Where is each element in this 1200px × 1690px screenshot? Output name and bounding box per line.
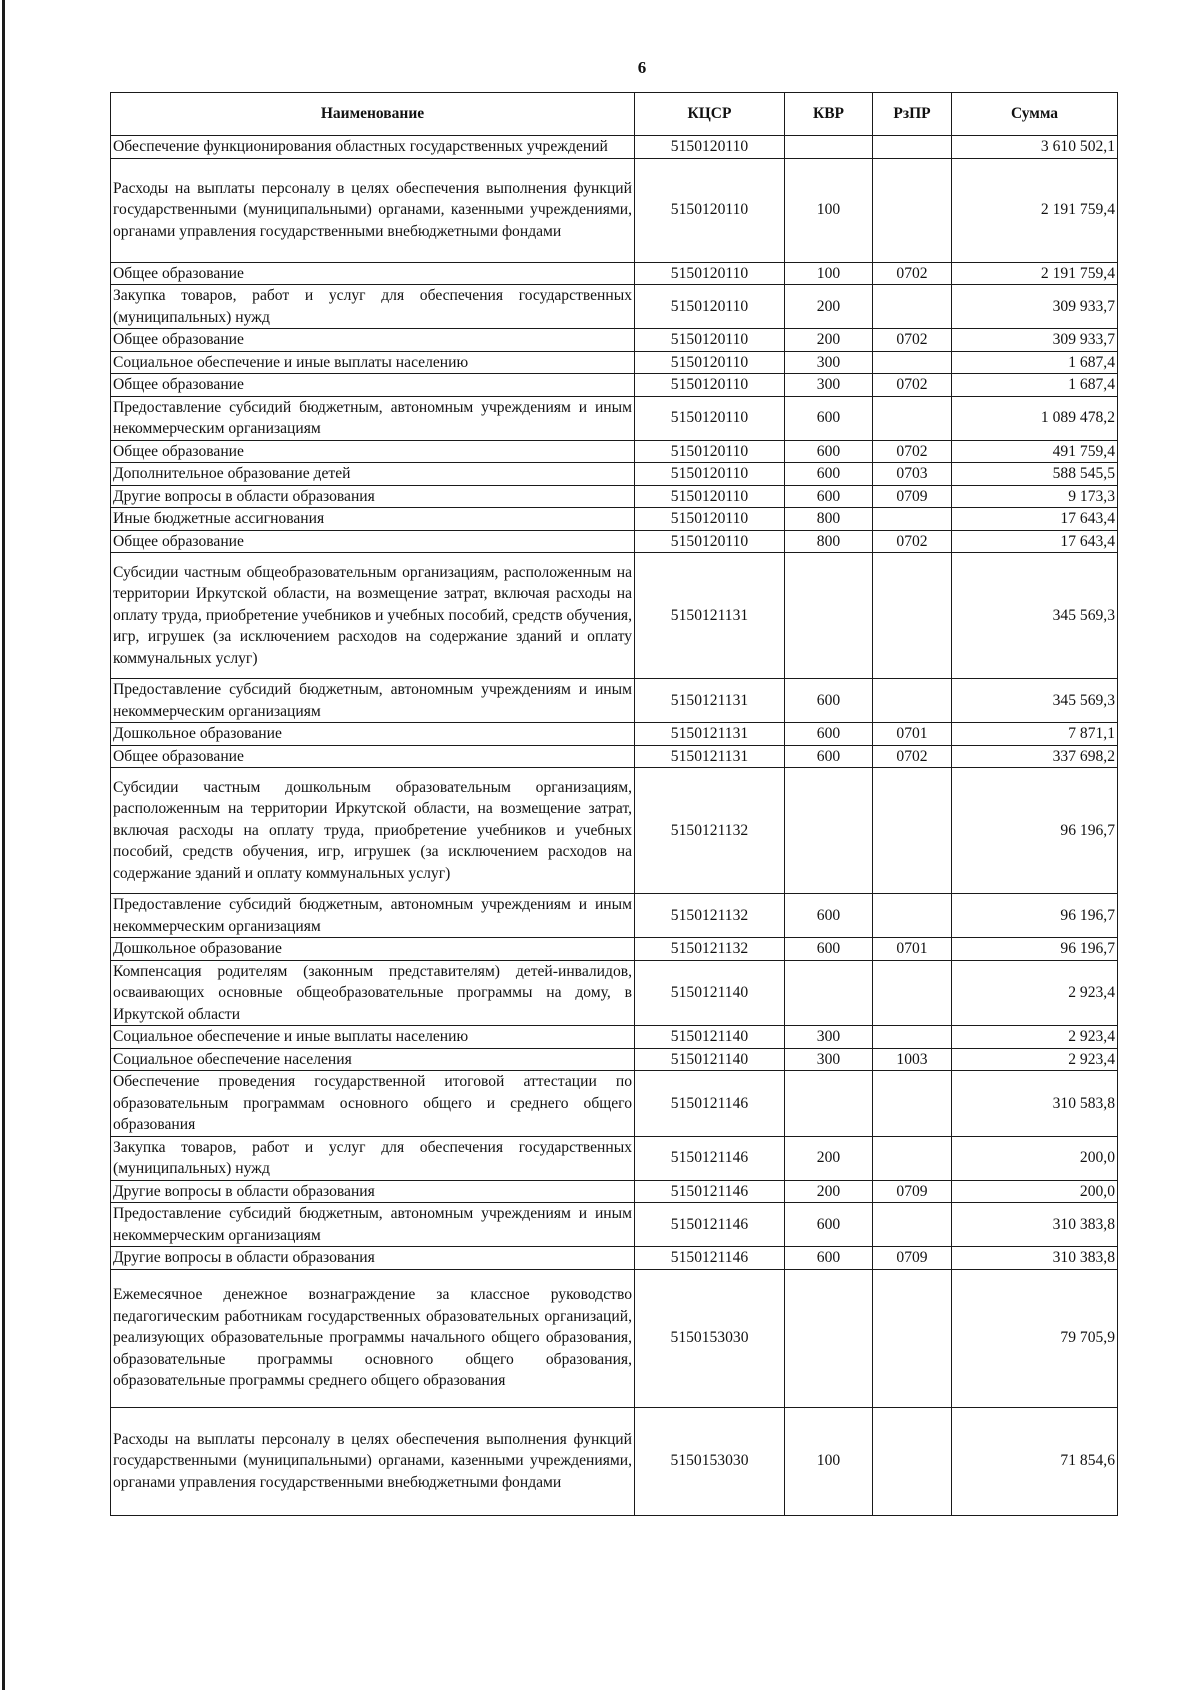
row-name: Общее образование bbox=[111, 374, 635, 397]
row-kvr: 200 bbox=[785, 1180, 873, 1203]
row-rzpr: 0702 bbox=[873, 262, 952, 285]
row-sum: 491 759,4 bbox=[952, 440, 1118, 463]
row-rzpr: 0702 bbox=[873, 440, 952, 463]
row-sum: 79 705,9 bbox=[952, 1269, 1118, 1407]
row-rzpr bbox=[873, 1269, 952, 1407]
row-rzpr bbox=[873, 1407, 952, 1515]
row-rzpr bbox=[873, 553, 952, 679]
row-kcsr: 5150120110 bbox=[635, 262, 785, 285]
table-row bbox=[111, 745, 1118, 768]
row-kcsr: 5150120110 bbox=[635, 508, 785, 531]
table-row bbox=[111, 374, 1118, 397]
table-row bbox=[111, 768, 1118, 894]
row-kcsr: 5150121146 bbox=[635, 1247, 785, 1270]
row-rzpr bbox=[873, 351, 952, 374]
row-name: Дошкольное образование bbox=[111, 938, 635, 961]
table-row bbox=[111, 723, 1118, 746]
row-name: Иные бюджетные ассигнования bbox=[111, 508, 635, 531]
table-row bbox=[111, 894, 1118, 938]
row-sum: 3 610 502,1 bbox=[952, 136, 1118, 159]
row-sum: 2 191 759,4 bbox=[952, 158, 1118, 262]
row-kvr bbox=[785, 1269, 873, 1407]
row-sum: 309 933,7 bbox=[952, 285, 1118, 329]
row-rzpr: 0709 bbox=[873, 485, 952, 508]
row-kvr: 200 bbox=[785, 1136, 873, 1180]
table-row bbox=[111, 508, 1118, 531]
table-row bbox=[111, 1048, 1118, 1071]
row-name: Предоставление субсидий бюджетным, автономным учреждениям и иным некоммерческим организациям bbox=[111, 679, 635, 723]
row-kcsr: 5150153030 bbox=[635, 1269, 785, 1407]
row-kcsr: 5150120110 bbox=[635, 440, 785, 463]
row-kcsr: 5150120110 bbox=[635, 463, 785, 486]
row-name: Общее образование bbox=[111, 530, 635, 553]
row-name: Дошкольное образование bbox=[111, 723, 635, 746]
row-kvr: 600 bbox=[785, 679, 873, 723]
row-rzpr: 0701 bbox=[873, 938, 952, 961]
row-kvr: 600 bbox=[785, 485, 873, 508]
row-name: Социальное обеспечение и иные выплаты населению bbox=[111, 1026, 635, 1049]
row-kcsr: 5150121146 bbox=[635, 1203, 785, 1247]
row-name: Предоставление субсидий бюджетным, автономным учреждениям и иным некоммерческим организациям bbox=[111, 1203, 635, 1247]
row-rzpr bbox=[873, 396, 952, 440]
row-name: Общее образование bbox=[111, 440, 635, 463]
row-kvr: 800 bbox=[785, 530, 873, 553]
row-sum: 588 545,5 bbox=[952, 463, 1118, 486]
row-kvr: 300 bbox=[785, 1026, 873, 1049]
row-name: Закупка товаров, работ и услуг для обеспечения государственных (муниципальных) нужд bbox=[111, 1136, 635, 1180]
row-kcsr: 5150120110 bbox=[635, 530, 785, 553]
row-sum: 1 089 478,2 bbox=[952, 396, 1118, 440]
row-kcsr: 5150121132 bbox=[635, 894, 785, 938]
row-sum: 9 173,3 bbox=[952, 485, 1118, 508]
row-kcsr: 5150121140 bbox=[635, 1048, 785, 1071]
row-name: Другие вопросы в области образования bbox=[111, 1247, 635, 1270]
row-rzpr bbox=[873, 508, 952, 531]
row-kvr: 300 bbox=[785, 351, 873, 374]
row-rzpr: 1003 bbox=[873, 1048, 952, 1071]
row-sum: 96 196,7 bbox=[952, 768, 1118, 894]
row-kvr: 200 bbox=[785, 285, 873, 329]
row-kcsr: 5150121146 bbox=[635, 1180, 785, 1203]
table-row bbox=[111, 285, 1118, 329]
row-name: Предоставление субсидий бюджетным, автономным учреждениям и иным некоммерческим организациям bbox=[111, 396, 635, 440]
row-sum: 17 643,4 bbox=[952, 530, 1118, 553]
row-kcsr: 5150121131 bbox=[635, 553, 785, 679]
row-name: Субсидии частным общеобразовательным организациям, расположенным на территории Иркутской области, на возмещение затрат, включая расходы на оплату труда, приобретение учебников и учебных пособий, средств обучения, игр, игрушек (за исключением расходов на содержание зданий и оплату коммунальных услуг) bbox=[111, 553, 635, 679]
table-row bbox=[111, 440, 1118, 463]
table-row bbox=[111, 136, 1118, 159]
row-rzpr: 0709 bbox=[873, 1247, 952, 1270]
row-rzpr bbox=[873, 1203, 952, 1247]
row-sum: 310 383,8 bbox=[952, 1247, 1118, 1270]
row-kcsr: 5150121140 bbox=[635, 1026, 785, 1049]
table-row bbox=[111, 262, 1118, 285]
row-kcsr: 5150121132 bbox=[635, 938, 785, 961]
table-row bbox=[111, 553, 1118, 679]
row-kvr: 100 bbox=[785, 1407, 873, 1515]
row-sum: 345 569,3 bbox=[952, 679, 1118, 723]
row-sum: 96 196,7 bbox=[952, 938, 1118, 961]
row-kvr: 200 bbox=[785, 329, 873, 352]
table-row bbox=[111, 329, 1118, 352]
row-kvr: 600 bbox=[785, 463, 873, 486]
row-rzpr: 0702 bbox=[873, 530, 952, 553]
row-sum: 2 191 759,4 bbox=[952, 262, 1118, 285]
row-sum: 345 569,3 bbox=[952, 553, 1118, 679]
table-header-row bbox=[111, 93, 1118, 136]
row-kcsr: 5150120110 bbox=[635, 285, 785, 329]
row-rzpr: 0703 bbox=[873, 463, 952, 486]
row-kcsr: 5150121131 bbox=[635, 679, 785, 723]
table-row bbox=[111, 1071, 1118, 1137]
row-kcsr: 5150121140 bbox=[635, 960, 785, 1026]
table-row bbox=[111, 1180, 1118, 1203]
row-sum: 200,0 bbox=[952, 1136, 1118, 1180]
row-kvr: 100 bbox=[785, 158, 873, 262]
row-kcsr: 5150120110 bbox=[635, 396, 785, 440]
table-row bbox=[111, 485, 1118, 508]
row-sum: 7 871,1 bbox=[952, 723, 1118, 746]
row-kvr: 600 bbox=[785, 894, 873, 938]
row-kcsr: 5150121146 bbox=[635, 1071, 785, 1137]
row-name: Закупка товаров, работ и услуг для обеспечения государственных (муниципальных) нужд bbox=[111, 285, 635, 329]
row-sum: 310 583,8 bbox=[952, 1071, 1118, 1137]
row-name: Компенсация родителям (законным представителям) детей-инвалидов, осваивающих основные общеобразовательные программы на дому, в Иркутской области bbox=[111, 960, 635, 1026]
row-name: Другие вопросы в области образования bbox=[111, 1180, 635, 1203]
row-name: Субсидии частным дошкольным образовательным организациям, расположенным на территории Иркутской области, на возмещение затрат, включая расходы на оплату труда, приобретение учебников и учебных пособий, средств обучения, игр, игрушек (за исключением расходов на содержание зданий и оплату коммунальных услуг) bbox=[111, 768, 635, 894]
row-sum: 96 196,7 bbox=[952, 894, 1118, 938]
row-sum: 2 923,4 bbox=[952, 1026, 1118, 1049]
table-row bbox=[111, 158, 1118, 262]
row-kcsr: 5150120110 bbox=[635, 136, 785, 159]
header-name: Наименование bbox=[111, 93, 635, 136]
header-sum: Сумма bbox=[952, 93, 1118, 136]
row-sum: 337 698,2 bbox=[952, 745, 1118, 768]
row-rzpr bbox=[873, 1026, 952, 1049]
table-row bbox=[111, 960, 1118, 1026]
row-kvr bbox=[785, 1071, 873, 1137]
table-row bbox=[111, 396, 1118, 440]
row-name: Общее образование bbox=[111, 329, 635, 352]
header-kcsr: КЦСР bbox=[635, 93, 785, 136]
row-kvr: 600 bbox=[785, 396, 873, 440]
row-kvr bbox=[785, 960, 873, 1026]
row-kcsr: 5150121131 bbox=[635, 745, 785, 768]
row-sum: 71 854,6 bbox=[952, 1407, 1118, 1515]
table-row bbox=[111, 1407, 1118, 1515]
row-name: Обеспечение проведения государственной итоговой аттестации по образовательным программам основного общего и среднего общего образования bbox=[111, 1071, 635, 1137]
header-rzpr: РзПР bbox=[873, 93, 952, 136]
row-kvr: 300 bbox=[785, 1048, 873, 1071]
row-rzpr bbox=[873, 285, 952, 329]
row-name: Дополнительное образование детей bbox=[111, 463, 635, 486]
row-sum: 2 923,4 bbox=[952, 960, 1118, 1026]
row-name: Предоставление субсидий бюджетным, автономным учреждениям и иным некоммерческим организациям bbox=[111, 894, 635, 938]
row-sum: 310 383,8 bbox=[952, 1203, 1118, 1247]
row-kcsr: 5150120110 bbox=[635, 485, 785, 508]
row-name: Другие вопросы в области образования bbox=[111, 485, 635, 508]
row-name: Общее образование bbox=[111, 262, 635, 285]
budget-table bbox=[110, 92, 1118, 1516]
page-number: 6 bbox=[637, 58, 647, 77]
row-name: Расходы на выплаты персоналу в целях обеспечения выполнения функций государственными (муниципальными) органами, казенными учреждениями, органами управления государственными внебюджетными фондами bbox=[111, 158, 635, 262]
table-row bbox=[111, 1247, 1118, 1270]
row-name: Ежемесячное денежное вознаграждение за классное руководство педагогическим работникам государственных образовательных организаций, реализующих образовательные программы начального общего образования, образовательные программы основного общего образования, образовательные программы среднего общего образования bbox=[111, 1269, 635, 1407]
row-kcsr: 5150121131 bbox=[635, 723, 785, 746]
row-kcsr: 5150121132 bbox=[635, 768, 785, 894]
row-kcsr: 5150121146 bbox=[635, 1136, 785, 1180]
table-row bbox=[111, 463, 1118, 486]
table-row bbox=[111, 1026, 1118, 1049]
row-kvr: 300 bbox=[785, 374, 873, 397]
row-sum: 2 923,4 bbox=[952, 1048, 1118, 1071]
scan-edge-rule bbox=[2, 0, 5, 1690]
row-kvr: 600 bbox=[785, 723, 873, 746]
row-kvr: 600 bbox=[785, 938, 873, 961]
row-rzpr bbox=[873, 136, 952, 159]
row-rzpr: 0702 bbox=[873, 374, 952, 397]
row-name: Расходы на выплаты персоналу в целях обеспечения выполнения функций государственными (муниципальными) органами, казенными учреждениями, органами управления государственными внебюджетными фондами bbox=[111, 1407, 635, 1515]
row-rzpr bbox=[873, 1136, 952, 1180]
row-kvr bbox=[785, 553, 873, 679]
row-kvr: 800 bbox=[785, 508, 873, 531]
row-name: Социальное обеспечение населения bbox=[111, 1048, 635, 1071]
row-rzpr bbox=[873, 894, 952, 938]
row-kcsr: 5150120110 bbox=[635, 329, 785, 352]
table-row bbox=[111, 1136, 1118, 1180]
row-name: Общее образование bbox=[111, 745, 635, 768]
row-sum: 309 933,7 bbox=[952, 329, 1118, 352]
table-row bbox=[111, 530, 1118, 553]
header-kvr: КВР bbox=[785, 93, 873, 136]
row-sum: 1 687,4 bbox=[952, 374, 1118, 397]
row-kcsr: 5150120110 bbox=[635, 374, 785, 397]
row-kcsr: 5150153030 bbox=[635, 1407, 785, 1515]
row-sum: 200,0 bbox=[952, 1180, 1118, 1203]
table-row bbox=[111, 1269, 1118, 1407]
row-rzpr: 0702 bbox=[873, 745, 952, 768]
row-rzpr bbox=[873, 768, 952, 894]
row-kcsr: 5150120110 bbox=[635, 158, 785, 262]
row-kvr: 600 bbox=[785, 440, 873, 463]
row-sum: 17 643,4 bbox=[952, 508, 1118, 531]
row-name: Социальное обеспечение и иные выплаты населению bbox=[111, 351, 635, 374]
table-row bbox=[111, 938, 1118, 961]
row-kcsr: 5150120110 bbox=[635, 351, 785, 374]
table-row bbox=[111, 679, 1118, 723]
row-kvr: 600 bbox=[785, 745, 873, 768]
row-kvr bbox=[785, 136, 873, 159]
row-rzpr: 0701 bbox=[873, 723, 952, 746]
table-row bbox=[111, 1203, 1118, 1247]
row-kvr bbox=[785, 768, 873, 894]
row-kvr: 100 bbox=[785, 262, 873, 285]
row-sum: 1 687,4 bbox=[952, 351, 1118, 374]
row-rzpr bbox=[873, 1071, 952, 1137]
row-rzpr bbox=[873, 158, 952, 262]
table-row bbox=[111, 351, 1118, 374]
row-rzpr: 0709 bbox=[873, 1180, 952, 1203]
row-kvr: 600 bbox=[785, 1203, 873, 1247]
row-rzpr bbox=[873, 960, 952, 1026]
row-rzpr bbox=[873, 679, 952, 723]
row-name: Обеспечение функционирования областных государственных учреждений bbox=[111, 136, 635, 159]
row-kvr: 600 bbox=[785, 1247, 873, 1270]
row-rzpr: 0702 bbox=[873, 329, 952, 352]
